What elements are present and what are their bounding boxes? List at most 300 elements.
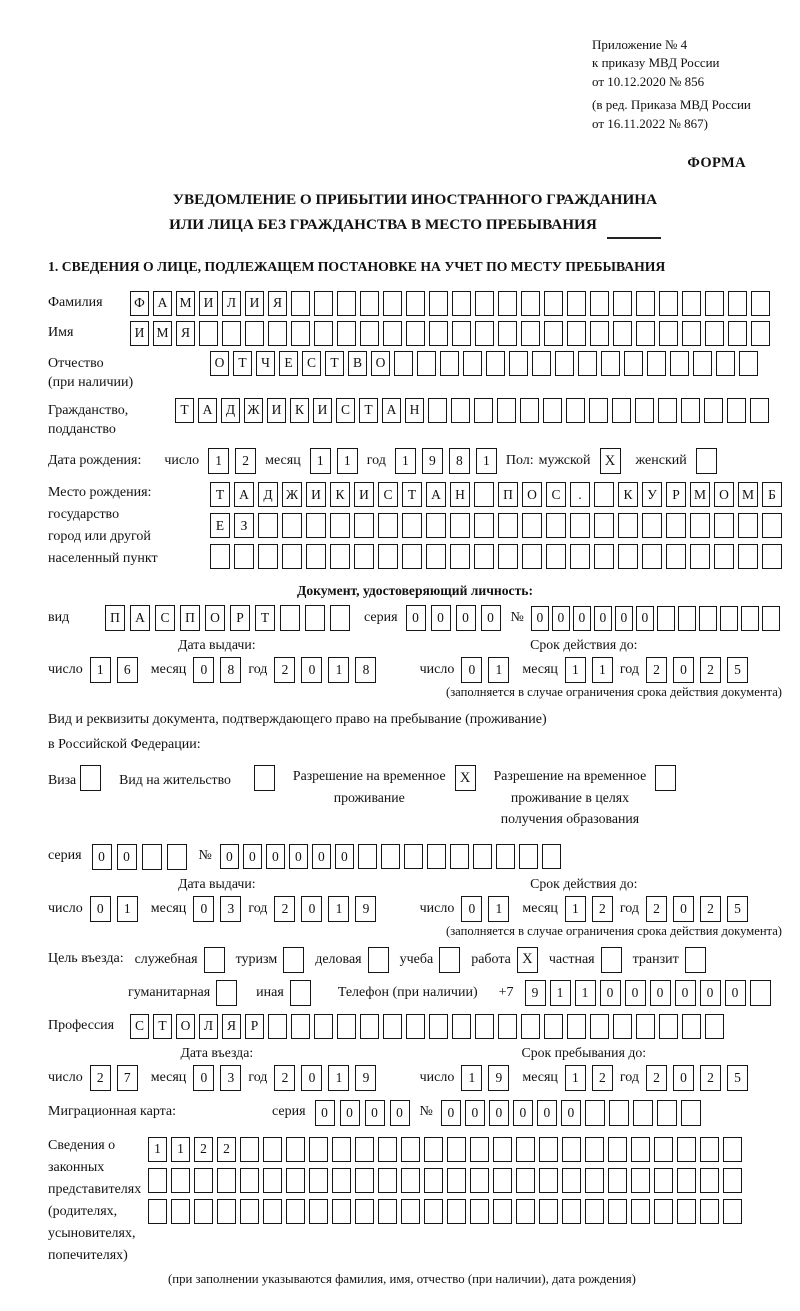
char-cell[interactable]: 0 <box>301 1065 322 1091</box>
char-cell[interactable] <box>498 291 517 316</box>
char-cell[interactable]: Я <box>176 321 195 346</box>
char-cell[interactable]: 5 <box>727 657 748 683</box>
char-cell[interactable]: 2 <box>700 657 721 683</box>
char-cell[interactable] <box>631 1137 650 1162</box>
char-cell[interactable]: 1 <box>328 896 349 922</box>
char-cell[interactable]: Ж <box>282 482 302 507</box>
char-cell[interactable]: 9 <box>355 896 376 922</box>
char-cell[interactable] <box>268 321 287 346</box>
char-cell[interactable] <box>585 1199 604 1224</box>
char-cell[interactable] <box>677 1199 696 1224</box>
char-cell[interactable] <box>608 1199 627 1224</box>
char-cell[interactable]: Т <box>175 398 194 423</box>
char-cell[interactable]: О <box>210 351 229 376</box>
char-cell[interactable] <box>291 291 310 316</box>
char-cell[interactable] <box>234 544 254 569</box>
char-cell[interactable]: 0 <box>92 844 112 870</box>
char-cell[interactable] <box>306 544 326 569</box>
char-cell[interactable] <box>424 1137 443 1162</box>
char-cell[interactable] <box>268 1014 287 1039</box>
char-cell[interactable] <box>470 1168 489 1193</box>
char-cell[interactable] <box>699 606 717 631</box>
char-cell[interactable] <box>590 291 609 316</box>
char-cell[interactable] <box>542 844 561 869</box>
char-cell[interactable]: 2 <box>217 1137 236 1162</box>
char-cell[interactable]: 0 <box>117 844 137 870</box>
char-cell[interactable]: И <box>267 398 286 423</box>
char-cell[interactable]: 0 <box>340 1100 360 1126</box>
char-cell[interactable]: 1 <box>550 980 571 1006</box>
char-cell[interactable] <box>378 1137 397 1162</box>
char-cell[interactable] <box>383 321 402 346</box>
char-cell[interactable] <box>543 398 562 423</box>
char-cell[interactable] <box>240 1168 259 1193</box>
char-cell[interactable] <box>463 351 482 376</box>
purpose-work-checkbox[interactable]: X <box>517 947 538 973</box>
char-cell[interactable] <box>566 398 585 423</box>
char-cell[interactable]: С <box>336 398 355 423</box>
char-cell[interactable]: Т <box>325 351 344 376</box>
char-cell[interactable]: О <box>371 351 390 376</box>
purpose-transit-checkbox[interactable] <box>685 947 706 973</box>
char-cell[interactable] <box>450 544 470 569</box>
char-cell[interactable] <box>647 351 666 376</box>
char-cell[interactable]: К <box>290 398 309 423</box>
char-cell[interactable]: Д <box>221 398 240 423</box>
char-cell[interactable]: С <box>302 351 321 376</box>
char-cell[interactable]: И <box>199 291 218 316</box>
char-cell[interactable] <box>636 321 655 346</box>
char-cell[interactable] <box>475 291 494 316</box>
char-cell[interactable]: М <box>738 482 758 507</box>
char-cell[interactable] <box>539 1137 558 1162</box>
char-cell[interactable]: Ж <box>244 398 263 423</box>
char-cell[interactable] <box>493 1137 512 1162</box>
char-cell[interactable] <box>751 321 770 346</box>
char-cell[interactable] <box>332 1199 351 1224</box>
sex-male-checkbox[interactable]: X <box>600 448 621 474</box>
char-cell[interactable] <box>738 544 758 569</box>
char-cell[interactable]: Д <box>258 482 278 507</box>
char-cell[interactable] <box>539 1199 558 1224</box>
char-cell[interactable] <box>714 513 734 538</box>
char-cell[interactable]: О <box>522 482 542 507</box>
char-cell[interactable]: 0 <box>266 844 285 869</box>
char-cell[interactable] <box>355 1168 374 1193</box>
char-cell[interactable]: 2 <box>592 896 613 922</box>
char-cell[interactable]: 1 <box>575 980 596 1006</box>
char-cell[interactable]: И <box>130 321 149 346</box>
char-cell[interactable] <box>337 321 356 346</box>
char-cell[interactable] <box>636 291 655 316</box>
char-cell[interactable] <box>258 513 278 538</box>
char-cell[interactable] <box>167 844 187 870</box>
char-cell[interactable] <box>245 321 264 346</box>
char-cell[interactable] <box>475 1014 494 1039</box>
char-cell[interactable]: 2 <box>646 896 667 922</box>
char-cell[interactable]: 2 <box>646 657 667 683</box>
char-cell[interactable]: 9 <box>422 448 443 474</box>
char-cell[interactable]: 1 <box>117 896 138 922</box>
char-cell[interactable] <box>282 544 302 569</box>
char-cell[interactable]: Т <box>402 482 422 507</box>
char-cell[interactable]: У <box>642 482 662 507</box>
char-cell[interactable] <box>700 1168 719 1193</box>
char-cell[interactable] <box>705 291 724 316</box>
char-cell[interactable] <box>516 1137 535 1162</box>
char-cell[interactable] <box>654 1137 673 1162</box>
char-cell[interactable] <box>570 544 590 569</box>
char-cell[interactable]: П <box>105 605 125 631</box>
char-cell[interactable] <box>280 605 300 631</box>
char-cell[interactable]: 0 <box>673 1065 694 1091</box>
char-cell[interactable] <box>381 844 400 869</box>
char-cell[interactable] <box>720 606 738 631</box>
char-cell[interactable]: 1 <box>565 896 586 922</box>
char-cell[interactable]: Н <box>405 398 424 423</box>
char-cell[interactable] <box>440 351 459 376</box>
char-cell[interactable] <box>401 1199 420 1224</box>
char-cell[interactable] <box>666 544 686 569</box>
temp-residence-education-checkbox[interactable] <box>655 765 676 791</box>
char-cell[interactable] <box>222 321 241 346</box>
char-cell[interactable] <box>516 1168 535 1193</box>
char-cell[interactable]: 0 <box>513 1100 533 1126</box>
char-cell[interactable] <box>217 1199 236 1224</box>
char-cell[interactable] <box>263 1137 282 1162</box>
char-cell[interactable] <box>633 1100 653 1126</box>
char-cell[interactable] <box>447 1137 466 1162</box>
char-cell[interactable]: А <box>426 482 446 507</box>
char-cell[interactable]: 0 <box>312 844 331 869</box>
char-cell[interactable] <box>402 544 422 569</box>
char-cell[interactable]: О <box>714 482 734 507</box>
char-cell[interactable] <box>378 1199 397 1224</box>
char-cell[interactable] <box>521 321 540 346</box>
char-cell[interactable] <box>498 321 517 346</box>
char-cell[interactable] <box>148 1168 167 1193</box>
char-cell[interactable] <box>354 513 374 538</box>
char-cell[interactable] <box>282 513 302 538</box>
char-cell[interactable]: Б <box>762 482 782 507</box>
char-cell[interactable]: 1 <box>395 448 416 474</box>
char-cell[interactable] <box>519 844 538 869</box>
char-cell[interactable] <box>544 321 563 346</box>
char-cell[interactable] <box>589 398 608 423</box>
char-cell[interactable] <box>401 1168 420 1193</box>
char-cell[interactable] <box>522 513 542 538</box>
char-cell[interactable] <box>194 1168 213 1193</box>
visa-checkbox[interactable] <box>80 765 101 791</box>
char-cell[interactable] <box>194 1199 213 1224</box>
char-cell[interactable] <box>417 351 436 376</box>
char-cell[interactable] <box>355 1137 374 1162</box>
char-cell[interactable]: 0 <box>301 896 322 922</box>
char-cell[interactable] <box>406 1014 425 1039</box>
char-cell[interactable] <box>723 1168 742 1193</box>
char-cell[interactable] <box>429 291 448 316</box>
char-cell[interactable]: М <box>153 321 172 346</box>
char-cell[interactable] <box>406 321 425 346</box>
char-cell[interactable] <box>762 606 780 631</box>
char-cell[interactable]: 1 <box>148 1137 167 1162</box>
char-cell[interactable] <box>585 1100 605 1126</box>
char-cell[interactable]: Т <box>255 605 275 631</box>
char-cell[interactable] <box>658 398 677 423</box>
char-cell[interactable]: 0 <box>220 844 239 869</box>
purpose-business-checkbox[interactable] <box>368 947 389 973</box>
char-cell[interactable] <box>360 321 379 346</box>
char-cell[interactable]: 3 <box>220 1065 241 1091</box>
char-cell[interactable] <box>631 1199 650 1224</box>
char-cell[interactable] <box>447 1199 466 1224</box>
char-cell[interactable] <box>723 1199 742 1224</box>
char-cell[interactable]: 1 <box>310 448 331 474</box>
char-cell[interactable] <box>332 1168 351 1193</box>
char-cell[interactable]: 0 <box>441 1100 461 1126</box>
char-cell[interactable] <box>291 1014 310 1039</box>
char-cell[interactable]: 0 <box>725 980 746 1006</box>
char-cell[interactable]: В <box>348 351 367 376</box>
char-cell[interactable]: 0 <box>456 605 476 631</box>
char-cell[interactable] <box>521 291 540 316</box>
char-cell[interactable]: Е <box>210 513 230 538</box>
residence-permit-checkbox[interactable] <box>254 765 275 791</box>
char-cell[interactable] <box>700 1137 719 1162</box>
char-cell[interactable] <box>585 1168 604 1193</box>
char-cell[interactable] <box>314 1014 333 1039</box>
char-cell[interactable] <box>286 1137 305 1162</box>
char-cell[interactable] <box>240 1199 259 1224</box>
char-cell[interactable]: К <box>618 482 638 507</box>
char-cell[interactable]: 7 <box>117 1065 138 1091</box>
char-cell[interactable] <box>378 544 398 569</box>
char-cell[interactable] <box>546 513 566 538</box>
char-cell[interactable] <box>424 1199 443 1224</box>
char-cell[interactable] <box>666 513 686 538</box>
char-cell[interactable]: 0 <box>673 657 694 683</box>
char-cell[interactable]: 1 <box>488 657 509 683</box>
purpose-humanitarian-checkbox[interactable] <box>216 980 237 1006</box>
purpose-other-checkbox[interactable] <box>290 980 311 1006</box>
char-cell[interactable]: М <box>176 291 195 316</box>
char-cell[interactable]: А <box>382 398 401 423</box>
char-cell[interactable] <box>544 291 563 316</box>
char-cell[interactable] <box>693 351 712 376</box>
char-cell[interactable] <box>562 1199 581 1224</box>
char-cell[interactable] <box>447 1168 466 1193</box>
char-cell[interactable] <box>532 351 551 376</box>
char-cell[interactable] <box>424 1168 443 1193</box>
char-cell[interactable]: 0 <box>193 896 214 922</box>
char-cell[interactable]: И <box>306 482 326 507</box>
char-cell[interactable] <box>738 513 758 538</box>
char-cell[interactable] <box>681 1100 701 1126</box>
char-cell[interactable] <box>493 1199 512 1224</box>
char-cell[interactable] <box>360 291 379 316</box>
char-cell[interactable]: 0 <box>461 896 482 922</box>
char-cell[interactable] <box>475 321 494 346</box>
char-cell[interactable] <box>612 398 631 423</box>
char-cell[interactable]: 0 <box>335 844 354 869</box>
char-cell[interactable]: А <box>153 291 172 316</box>
char-cell[interactable]: 0 <box>243 844 262 869</box>
char-cell[interactable] <box>337 1014 356 1039</box>
char-cell[interactable]: 0 <box>675 980 696 1006</box>
char-cell[interactable]: Я <box>222 1014 241 1039</box>
char-cell[interactable] <box>496 844 515 869</box>
char-cell[interactable] <box>493 1168 512 1193</box>
char-cell[interactable] <box>705 321 724 346</box>
char-cell[interactable] <box>682 1014 701 1039</box>
char-cell[interactable] <box>636 1014 655 1039</box>
char-cell[interactable] <box>618 513 638 538</box>
char-cell[interactable]: 9 <box>525 980 546 1006</box>
char-cell[interactable] <box>677 1168 696 1193</box>
char-cell[interactable]: 1 <box>337 448 358 474</box>
char-cell[interactable]: 0 <box>193 657 214 683</box>
char-cell[interactable] <box>609 1100 629 1126</box>
char-cell[interactable] <box>171 1199 190 1224</box>
char-cell[interactable] <box>657 606 675 631</box>
char-cell[interactable]: Р <box>666 482 686 507</box>
char-cell[interactable]: 0 <box>673 896 694 922</box>
char-cell[interactable]: Ч <box>256 351 275 376</box>
char-cell[interactable]: 0 <box>650 980 671 1006</box>
char-cell[interactable]: 3 <box>220 896 241 922</box>
char-cell[interactable]: О <box>176 1014 195 1039</box>
char-cell[interactable] <box>751 291 770 316</box>
char-cell[interactable] <box>509 351 528 376</box>
char-cell[interactable] <box>739 351 758 376</box>
char-cell[interactable] <box>309 1168 328 1193</box>
char-cell[interactable]: Т <box>359 398 378 423</box>
char-cell[interactable] <box>394 351 413 376</box>
char-cell[interactable] <box>429 1014 448 1039</box>
char-cell[interactable]: 2 <box>274 896 295 922</box>
char-cell[interactable] <box>682 321 701 346</box>
purpose-study-checkbox[interactable] <box>439 947 460 973</box>
char-cell[interactable]: 2 <box>700 896 721 922</box>
char-cell[interactable] <box>378 513 398 538</box>
char-cell[interactable]: 0 <box>481 605 501 631</box>
char-cell[interactable] <box>631 1168 650 1193</box>
char-cell[interactable] <box>498 513 518 538</box>
char-cell[interactable]: 0 <box>301 657 322 683</box>
char-cell[interactable] <box>723 1137 742 1162</box>
char-cell[interactable] <box>601 351 620 376</box>
char-cell[interactable]: 0 <box>489 1100 509 1126</box>
char-cell[interactable] <box>516 1199 535 1224</box>
char-cell[interactable] <box>330 513 350 538</box>
char-cell[interactable] <box>358 844 377 869</box>
char-cell[interactable] <box>309 1137 328 1162</box>
char-cell[interactable]: 1 <box>208 448 229 474</box>
char-cell[interactable] <box>705 1014 724 1039</box>
char-cell[interactable]: 2 <box>646 1065 667 1091</box>
char-cell[interactable] <box>522 544 542 569</box>
char-cell[interactable]: И <box>245 291 264 316</box>
char-cell[interactable] <box>428 398 447 423</box>
char-cell[interactable] <box>714 544 734 569</box>
char-cell[interactable]: 0 <box>531 606 549 631</box>
char-cell[interactable]: С <box>378 482 398 507</box>
char-cell[interactable] <box>678 606 696 631</box>
char-cell[interactable] <box>539 1168 558 1193</box>
char-cell[interactable]: 0 <box>636 606 654 631</box>
char-cell[interactable] <box>286 1168 305 1193</box>
char-cell[interactable] <box>486 351 505 376</box>
char-cell[interactable]: К <box>330 482 350 507</box>
char-cell[interactable] <box>263 1168 282 1193</box>
char-cell[interactable] <box>451 398 470 423</box>
char-cell[interactable]: 0 <box>552 606 570 631</box>
char-cell[interactable] <box>762 544 782 569</box>
char-cell[interactable]: 6 <box>117 657 138 683</box>
char-cell[interactable] <box>613 1014 632 1039</box>
char-cell[interactable] <box>305 605 325 631</box>
char-cell[interactable] <box>608 1137 627 1162</box>
char-cell[interactable] <box>240 1137 259 1162</box>
char-cell[interactable]: 0 <box>431 605 451 631</box>
char-cell[interactable] <box>309 1199 328 1224</box>
char-cell[interactable] <box>762 513 782 538</box>
char-cell[interactable]: 2 <box>274 657 295 683</box>
char-cell[interactable]: 0 <box>615 606 633 631</box>
char-cell[interactable] <box>383 1014 402 1039</box>
char-cell[interactable] <box>624 351 643 376</box>
char-cell[interactable] <box>383 291 402 316</box>
char-cell[interactable]: З <box>234 513 254 538</box>
char-cell[interactable]: Л <box>222 291 241 316</box>
char-cell[interactable] <box>263 1199 282 1224</box>
char-cell[interactable]: 1 <box>592 657 613 683</box>
char-cell[interactable] <box>521 1014 540 1039</box>
char-cell[interactable] <box>148 1199 167 1224</box>
char-cell[interactable]: С <box>155 605 175 631</box>
char-cell[interactable]: 1 <box>90 657 111 683</box>
char-cell[interactable]: А <box>198 398 217 423</box>
char-cell[interactable]: 0 <box>193 1065 214 1091</box>
char-cell[interactable]: 0 <box>406 605 426 631</box>
char-cell[interactable] <box>716 351 735 376</box>
char-cell[interactable]: И <box>313 398 332 423</box>
char-cell[interactable]: Я <box>268 291 287 316</box>
char-cell[interactable] <box>258 544 278 569</box>
char-cell[interactable] <box>474 513 494 538</box>
char-cell[interactable] <box>642 513 662 538</box>
char-cell[interactable] <box>727 398 746 423</box>
char-cell[interactable] <box>306 513 326 538</box>
char-cell[interactable] <box>473 844 492 869</box>
char-cell[interactable] <box>330 605 350 631</box>
char-cell[interactable] <box>659 1014 678 1039</box>
char-cell[interactable] <box>404 844 423 869</box>
char-cell[interactable]: Т <box>153 1014 172 1039</box>
char-cell[interactable] <box>659 291 678 316</box>
char-cell[interactable] <box>681 398 700 423</box>
char-cell[interactable] <box>401 1137 420 1162</box>
char-cell[interactable] <box>635 398 654 423</box>
char-cell[interactable]: 0 <box>390 1100 410 1126</box>
char-cell[interactable] <box>474 544 494 569</box>
char-cell[interactable] <box>567 321 586 346</box>
char-cell[interactable]: 0 <box>289 844 308 869</box>
char-cell[interactable]: 0 <box>600 980 621 1006</box>
char-cell[interactable] <box>452 321 471 346</box>
char-cell[interactable]: . <box>570 482 590 507</box>
char-cell[interactable] <box>402 513 422 538</box>
